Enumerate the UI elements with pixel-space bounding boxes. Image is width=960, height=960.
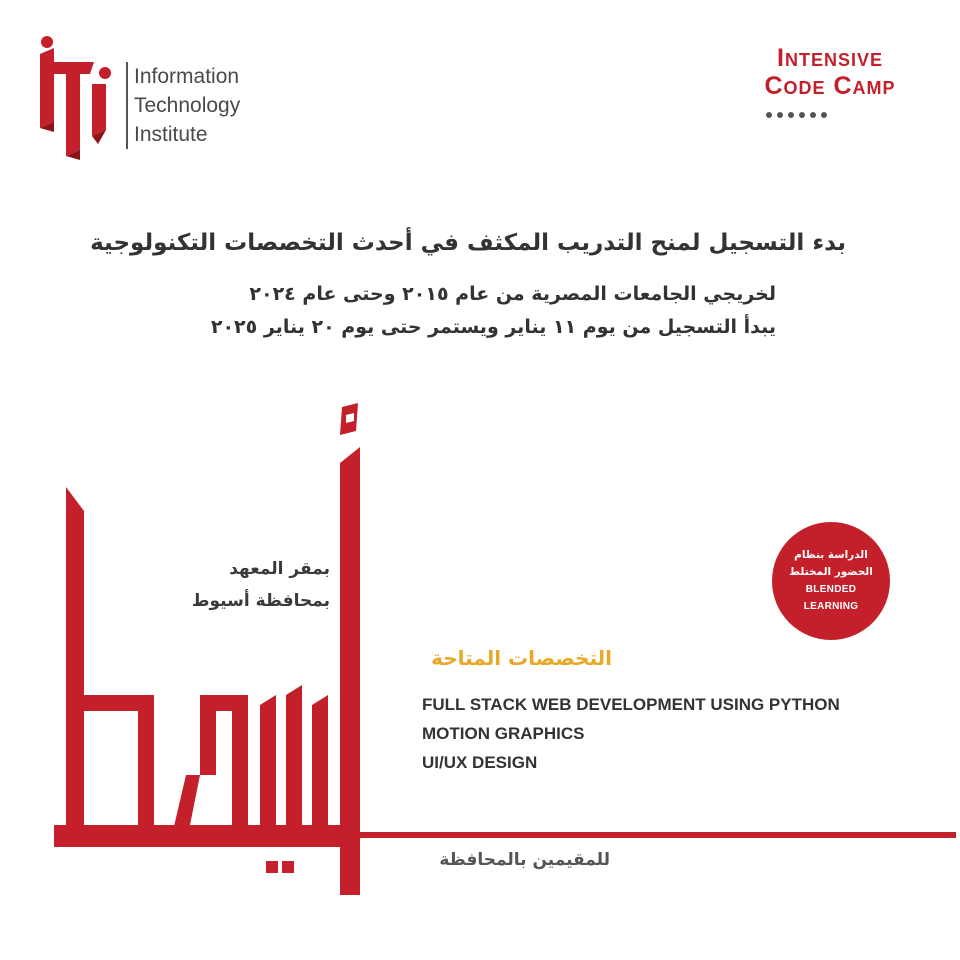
eligibility-text: لخريجي الجامعات المصرية من عام ٢٠١٥ وحتى عام ٢٠٢٤ [249, 283, 776, 305]
dot [821, 112, 827, 118]
badge-line: LEARNING [803, 601, 859, 612]
city-calligraphy-graphic [50, 395, 380, 905]
dot [788, 112, 794, 118]
institute-name-line: Information [134, 65, 240, 88]
dot [777, 112, 783, 118]
blended-learning-badge [772, 522, 890, 640]
iti-logo-icon [34, 32, 124, 160]
location-line: بمقر المعهد [229, 559, 330, 579]
track-item: MOTION GRAPHICS [422, 724, 585, 743]
track-item: FULL STACK WEB DEVELOPMENT USING PYTHON [422, 695, 840, 714]
institute-name-line: Institute [134, 123, 208, 146]
location-line: بمحافظة أسيوط [191, 591, 330, 611]
code-camp-line2: Code Camp [764, 72, 896, 100]
institute-name-line: Technology [134, 94, 241, 117]
dot [799, 112, 805, 118]
divider-line [360, 832, 956, 838]
tracks-title: التخصصات المتاحة [431, 646, 612, 670]
badge-line: BLENDED [805, 584, 857, 595]
code-camp-title [740, 44, 920, 100]
badge-line: الحضور المختلط [789, 566, 873, 578]
institute-name [126, 62, 314, 149]
announcement-headline: بدء التسجيل لمنح التدريب المكثف في أحدث التخصصات التكنولوجية [90, 230, 846, 256]
badge-line: الدراسة بنظام [794, 549, 868, 561]
tracks-list [422, 690, 840, 777]
code-camp-line1: Intensive [777, 44, 883, 72]
registration-dates-text: يبدأ التسجيل من يوم ١١ يناير ويستمر حتى يوم ٢٠ يناير ٢٠٢٥ [210, 316, 776, 338]
dot [810, 112, 816, 118]
location-text [170, 553, 330, 617]
track-item: UI/UX DESIGN [422, 753, 538, 772]
dot [766, 112, 772, 118]
code-camp-dots [766, 112, 827, 118]
residents-note: للمقيمين بالمحافظة [439, 850, 610, 870]
